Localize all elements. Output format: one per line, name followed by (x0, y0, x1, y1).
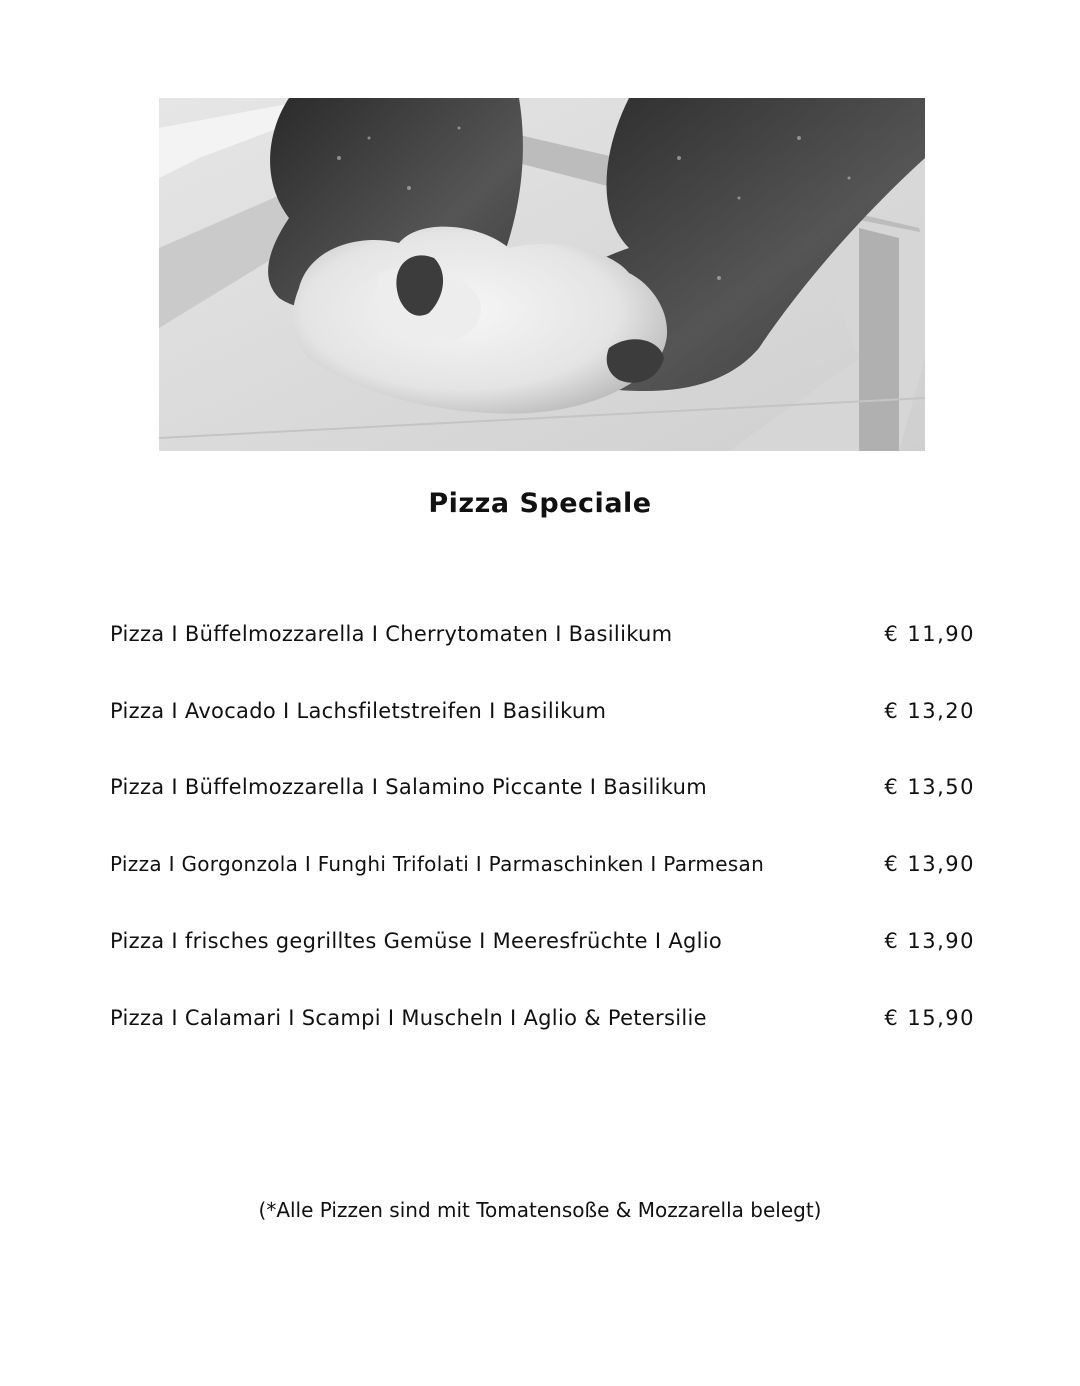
menu-item-name: Pizza I Gorgonzola I Funghi Trifolati I Parmaschinken I Parmesan (110, 852, 765, 876)
menu-item (110, 699, 975, 739)
menu-item-name: Pizza I Avocado I Lachsfiletstreifen I Basilikum (110, 699, 607, 723)
menu-item (110, 852, 975, 892)
menu-item-price: € 13,90 (884, 852, 975, 876)
menu-item-name: Pizza I Calamari I Scampi I Muscheln I Aglio & Petersilie (110, 1006, 707, 1030)
menu-item-name: Pizza I frisches gegrilltes Gemüse I Meeresfrüchte I Aglio (110, 929, 723, 953)
menu-item-price: € 13,50 (884, 775, 975, 799)
dough-kneading-photo (159, 98, 925, 451)
menu-item (110, 622, 975, 662)
menu-item-name: Pizza I Büffelmozzarella I Salamino Piccante I Basilikum (110, 775, 707, 799)
footnote: (*Alle Pizzen sind mit Tomatensoße & Mozzarella belegt) (258, 1198, 822, 1222)
menu-item (110, 929, 975, 969)
menu-item-price: € 13,90 (884, 929, 975, 953)
menu-item (110, 775, 975, 815)
page-title: Pizza Speciale (428, 488, 652, 519)
menu-item (110, 1006, 975, 1046)
menu-item-price: € 13,20 (884, 699, 975, 723)
dough-kneading-illustration (159, 98, 925, 451)
menu-item-name: Pizza I Büffelmozzarella I Cherrytomaten I Basilikum (110, 622, 673, 646)
menu-item-price: € 15,90 (884, 1006, 975, 1030)
menu-item-price: € 11,90 (884, 622, 975, 646)
